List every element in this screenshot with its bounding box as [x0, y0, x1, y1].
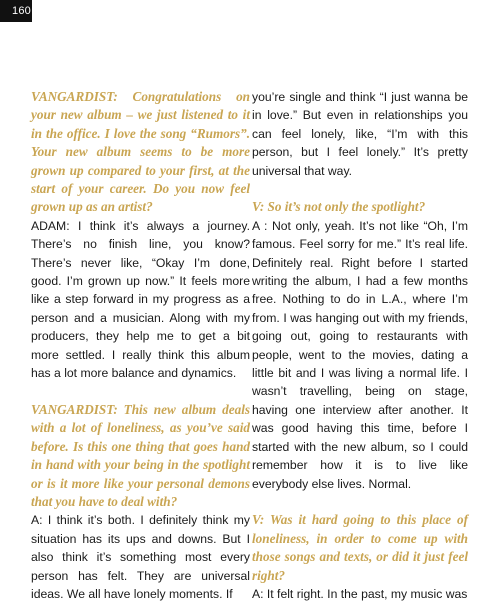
interview-answer: A: It felt right. In the past, my music was — [252, 586, 468, 601]
paragraph-gap — [252, 180, 468, 198]
interview-answer: ADAM: I think it’s always a journey. There’s no finish line, you know? There’s never like, “Okay I’m done, good. I’m grown up now.” It feels more like a step forward in my progress as a person and a musician. Along with my producers, they help me to get a bit more settled. I really think this album has a lot more balance and dynamics. — [31, 218, 250, 381]
interview-answer: A: I think it’s both. I definitely think my situation has its ups and downs. But I also think it’s something most every person has felt. They are universal ideas. We all have lonely moments. If — [31, 513, 250, 601]
interview-question: V: Was it hard going to this place of loneliness, in order to come up with those songs and texts, or did it just feel right? — [252, 512, 468, 583]
paragraph-gap — [252, 493, 468, 511]
interview-answer: you’re single and think “I just wanna be in love.” But even in relationships you can feel lonely, like, “I’m with this person, but I feel lonely.” It’s pretty universal that way. — [252, 90, 468, 178]
page-number-tab — [0, 0, 32, 22]
interview-answer: A : Not only, yeah. It’s not like “Oh, I’m famous. Feel sorry for me.” It’s real life. Definitely real. Right before I started writing the album, I had a few months free. Nothing to do in L.A., where I’m from. I was hanging out with my friends, going out, going to restaurants with people, went to the movies, dating a little bit and I was living a normal life. I wasn’t travelling, being on stage, having one interview after another. It was good having this time, before I started with the new album, so I could remember how it is to live like everybody else lives. Normal. — [252, 218, 468, 491]
interview-question: V: So it’s not only the spotlight? — [252, 199, 426, 215]
page-number: 160 — [12, 5, 31, 17]
interview-column-right — [252, 88, 468, 603]
interview-question: VANGARDIST: This new album deals with a lot of loneliness, as you’ve said before. Is this one thing that goes hand in hand with your being in the spotlight or is it more like your personal demons that you have to deal with? — [31, 401, 250, 509]
interview-question: VANGARDIST: Congratulations on your new album – we just listened to it in the office. I love the song “Rumors”. Your new album seems to be more grown up compared to your first, at the start of your career. Do you now feel grown up as an artist? — [31, 89, 250, 215]
paragraph-gap — [31, 383, 250, 401]
interview-column-left — [31, 88, 250, 603]
